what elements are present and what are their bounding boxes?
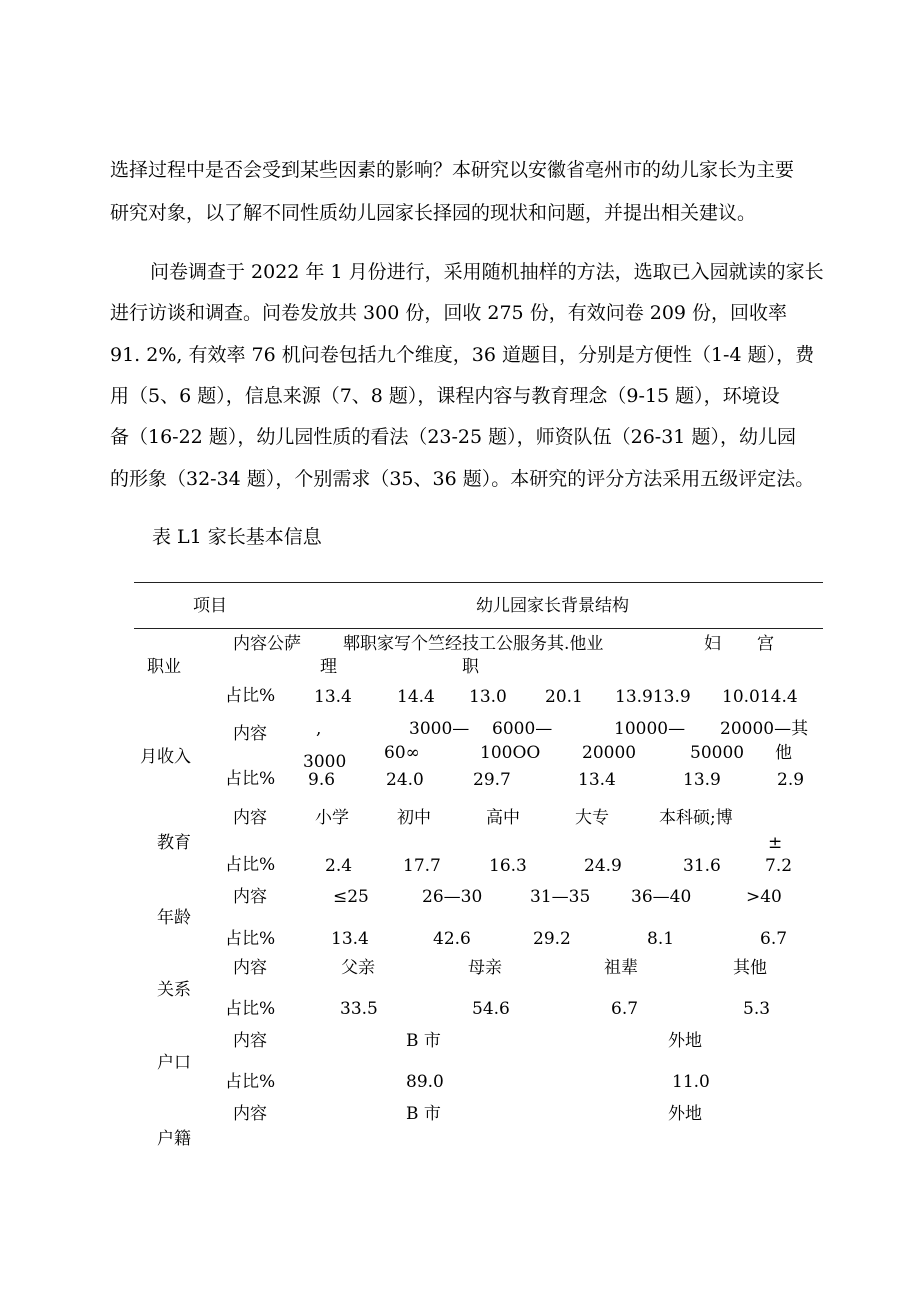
ratio-value: 89.0: [406, 1072, 444, 1092]
row-label: 教育: [157, 833, 191, 853]
row-label: 职业: [147, 657, 181, 677]
content-label: 内容: [233, 1031, 267, 1051]
ratio-label: 占比%: [225, 855, 276, 875]
ratio-value: 9.6: [308, 770, 336, 790]
content-label: 内容: [233, 724, 267, 744]
content-label: 内容: [233, 1104, 267, 1124]
content-value: 20000—其: [720, 719, 809, 739]
ratio-value: 5.3: [743, 999, 771, 1019]
ratio-value: 17.7: [403, 856, 441, 876]
content-value: 其他: [733, 958, 767, 978]
content-value: B 市: [406, 1104, 441, 1124]
ratio-value: 8.1: [647, 929, 675, 949]
ratio-value: 11.0: [672, 1072, 710, 1092]
ratio-value: 31.6: [683, 856, 721, 876]
paragraph-2-line-5: 备（16-22 题），幼儿园性质的看法（23-25 题），师资队伍（26-31 题），幼儿园: [110, 426, 796, 448]
content-value: 妇: [704, 634, 721, 654]
ratio-value: 24.0: [386, 770, 424, 790]
content-label: 内容: [233, 958, 267, 978]
paragraph-2-line-1: 问卷调查于 2022 年 1 月份进行，采用随机抽样的方法，选取已入园就读的家长: [150, 261, 824, 283]
content-value: 高中: [486, 808, 520, 828]
ratio-value: 10.014.4: [722, 687, 798, 707]
row-label: 关系: [157, 980, 191, 1000]
content-value: 31—35: [530, 887, 591, 907]
ratio-value: 13.9: [683, 770, 721, 790]
ratio-value: 42.6: [433, 929, 471, 949]
content-value: ≤25: [333, 887, 369, 907]
ratio-value: 13.0: [469, 687, 507, 707]
content-value: ,: [316, 719, 322, 739]
ratio-value: 29.2: [533, 929, 571, 949]
content-value: 外地: [668, 1104, 702, 1124]
content-value: 大专: [575, 808, 609, 828]
content-value: 3000: [303, 752, 347, 772]
ratio-value: 7.2: [765, 856, 793, 876]
content-label: 内容: [233, 808, 267, 828]
paragraph-2-line-2: 进行访谈和调查。问卷发放共 300 份，回收 275 份，有效问卷 209 份，回收率: [110, 302, 788, 324]
ratio-label: 占比%: [225, 1072, 276, 1092]
ratio-value: 29.7: [473, 770, 511, 790]
paragraph-1-line-2: 研究对象，以了解不同性质幼儿园家长择园的现状和问题，并提出相关建议。: [110, 202, 757, 224]
row-label: 户口: [157, 1053, 191, 1073]
content-value: 100OO: [480, 743, 541, 763]
paragraph-2-line-6: 的形象（32-34 题），个别需求（35、36 题）。本研究的评分方法采用五级评定法。: [110, 468, 815, 490]
header-structure: 幼儿园家长背景结构: [476, 596, 629, 616]
content-value: 母亲: [468, 958, 502, 978]
content-value: 理: [320, 657, 337, 677]
ratio-value: 2.4: [325, 856, 353, 876]
content-value: 宫: [757, 634, 774, 654]
ratio-label: 占比%: [225, 999, 276, 1019]
ratio-value: 13.4: [578, 770, 616, 790]
ratio-label: 占比%: [225, 769, 276, 789]
content-label: 内容: [233, 887, 267, 907]
ratio-value: 14.4: [397, 687, 435, 707]
paragraph-1-line-1: 选择过程中是否会受到某些因素的影响？本研究以安徽省亳州市的幼儿家长为主要: [110, 159, 795, 181]
content-value: 36—40: [631, 887, 692, 907]
content-value: 60∞: [384, 743, 420, 763]
content-label: 内容公萨: [233, 634, 301, 654]
ratio-value: 13.913.9: [615, 687, 691, 707]
ratio-value: 54.6: [472, 999, 510, 1019]
content-value: 3000—: [409, 719, 470, 739]
content-value: 小学: [315, 808, 349, 828]
content-value: 本科硕;博: [659, 808, 733, 828]
row-label: 年龄: [157, 908, 191, 928]
paragraph-2-line-3: 91. 2%, 有效率 76 机问卷包括九个维度，36 道题目，分别是方便性（1-4 题），费: [110, 344, 815, 366]
ratio-value: 2.9: [777, 770, 805, 790]
ratio-value: 33.5: [340, 999, 378, 1019]
content-value: 职: [462, 657, 479, 677]
ratio-value: 16.3: [489, 856, 527, 876]
content-value: 50000: [690, 743, 745, 763]
ratio-value: 6.7: [760, 929, 788, 949]
header-item: 项目: [193, 596, 227, 616]
content-value: 10000—: [614, 719, 686, 739]
content-value: 26—30: [422, 887, 483, 907]
ratio-value: 13.4: [314, 687, 352, 707]
row-label: 户籍: [157, 1129, 191, 1149]
content-value: B 市: [406, 1031, 441, 1051]
paragraph-2-line-4: 用（5、6 题），信息来源（7、8 题），课程内容与教育理念（9-15 题），环境设: [110, 385, 780, 407]
table-top-rule: [134, 582, 823, 583]
ratio-label: 占比%: [225, 929, 276, 949]
content-value: 初中: [397, 808, 431, 828]
content-value: >40: [746, 887, 782, 907]
table-caption: 表 L1 家长基本信息: [152, 526, 322, 548]
ratio-value: 6.7: [611, 999, 639, 1019]
ratio-value: 24.9: [584, 856, 622, 876]
content-value: 他: [775, 743, 792, 763]
content-value: 外地: [668, 1031, 702, 1051]
table-header-rule: [134, 628, 823, 629]
content-value: 父亲: [341, 958, 375, 978]
ratio-value: 13.4: [331, 929, 369, 949]
row-label: 月收入: [140, 747, 191, 767]
content-value: ±: [768, 833, 783, 853]
content-value: 6000—: [492, 719, 553, 739]
content-value: 祖辈: [604, 958, 638, 978]
ratio-value: 20.1: [545, 687, 583, 707]
content-value: 郫职家写个竺经技工公服务其.他业: [343, 634, 604, 654]
content-value: 20000: [582, 743, 637, 763]
ratio-label: 占比%: [225, 686, 276, 706]
